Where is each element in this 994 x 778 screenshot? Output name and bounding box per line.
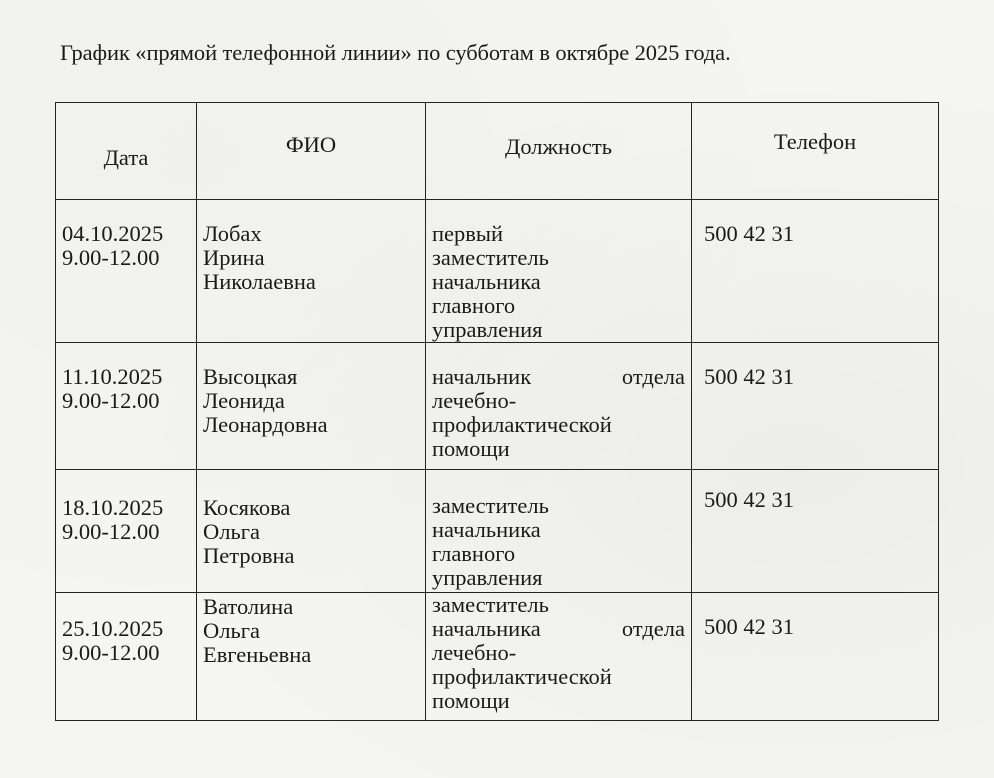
position-word: начальника <box>432 616 541 641</box>
position-cell <box>426 593 692 721</box>
date-cell <box>56 593 197 721</box>
table-header-row <box>56 103 939 200</box>
position-line: главного <box>432 293 516 318</box>
phone-value: 500 42 31 <box>704 364 794 389</box>
patronymic: Леонардовна <box>203 412 328 437</box>
date-cell <box>56 343 197 470</box>
time-value: 9.00-12.00 <box>62 245 160 270</box>
position-line: управления <box>432 565 543 590</box>
phone-cell <box>692 343 939 470</box>
fio-cell <box>197 593 426 721</box>
header-phone: Телефон <box>692 103 939 200</box>
phone-cell <box>692 470 939 593</box>
position-line: заместитель <box>432 493 549 518</box>
position-line: первый <box>432 221 504 246</box>
position-cell <box>426 200 692 343</box>
table-row <box>56 200 939 343</box>
surname: Высоцкая <box>203 364 298 389</box>
first-name: Леонида <box>203 388 285 413</box>
patronymic: Евгеньевна <box>203 642 312 667</box>
table-row <box>56 470 939 593</box>
time-value: 9.00-12.00 <box>62 640 160 665</box>
position-line: лечебно- <box>432 388 517 413</box>
position-line: начальника <box>432 517 541 542</box>
position-line: помощи <box>432 436 510 461</box>
position-word: отдела <box>621 364 685 389</box>
document-title: График «прямой телефонной линии» по субботам в октябре 2025 года. <box>60 40 731 65</box>
position-line: главного <box>432 541 516 566</box>
surname: Ватолина <box>203 594 294 619</box>
phone-cell <box>692 200 939 343</box>
time-value: 9.00-12.00 <box>62 519 160 544</box>
first-name: Ольга <box>203 618 260 643</box>
first-name: Ольга <box>203 519 260 544</box>
patronymic: Николаевна <box>203 269 316 294</box>
position-line: помощи <box>432 688 510 713</box>
phone-value: 500 42 31 <box>704 487 794 512</box>
phone-value: 500 42 31 <box>704 614 794 639</box>
position-line: заместитель <box>432 245 549 270</box>
position-line: профилактической <box>432 664 612 689</box>
date-cell <box>56 200 197 343</box>
position-cell <box>426 343 692 470</box>
position-line: управления <box>432 317 543 342</box>
fio-cell <box>197 343 426 470</box>
position-line: начальника <box>432 269 541 294</box>
header-position: Должность <box>426 103 692 200</box>
table-row <box>56 593 939 721</box>
phone-value: 500 42 31 <box>704 221 794 246</box>
time-value: 9.00-12.00 <box>62 388 160 413</box>
position-line: профилактической <box>432 412 612 437</box>
surname: Косякова <box>203 495 291 520</box>
header-date: Дата <box>56 103 197 200</box>
first-name: Ирина <box>203 245 265 270</box>
patronymic: Петровна <box>203 543 295 568</box>
date-value: 18.10.2025 <box>62 495 164 520</box>
phone-cell <box>692 593 939 721</box>
position-line-justified <box>432 617 685 641</box>
date-value: 04.10.2025 <box>62 221 164 246</box>
date-value: 25.10.2025 <box>62 616 164 641</box>
table-row <box>56 343 939 470</box>
position-line: лечебно- <box>432 640 517 665</box>
date-value: 11.10.2025 <box>62 364 163 389</box>
position-line-justified <box>432 365 685 389</box>
schedule-table <box>55 102 939 721</box>
header-fio: ФИО <box>197 103 426 200</box>
position-line: заместитель <box>432 592 549 617</box>
surname: Лобах <box>203 221 262 246</box>
position-word: отдела <box>621 616 685 641</box>
date-cell <box>56 470 197 593</box>
position-word: начальник <box>432 364 532 389</box>
fio-cell <box>197 470 426 593</box>
fio-cell <box>197 200 426 343</box>
position-cell <box>426 470 692 593</box>
